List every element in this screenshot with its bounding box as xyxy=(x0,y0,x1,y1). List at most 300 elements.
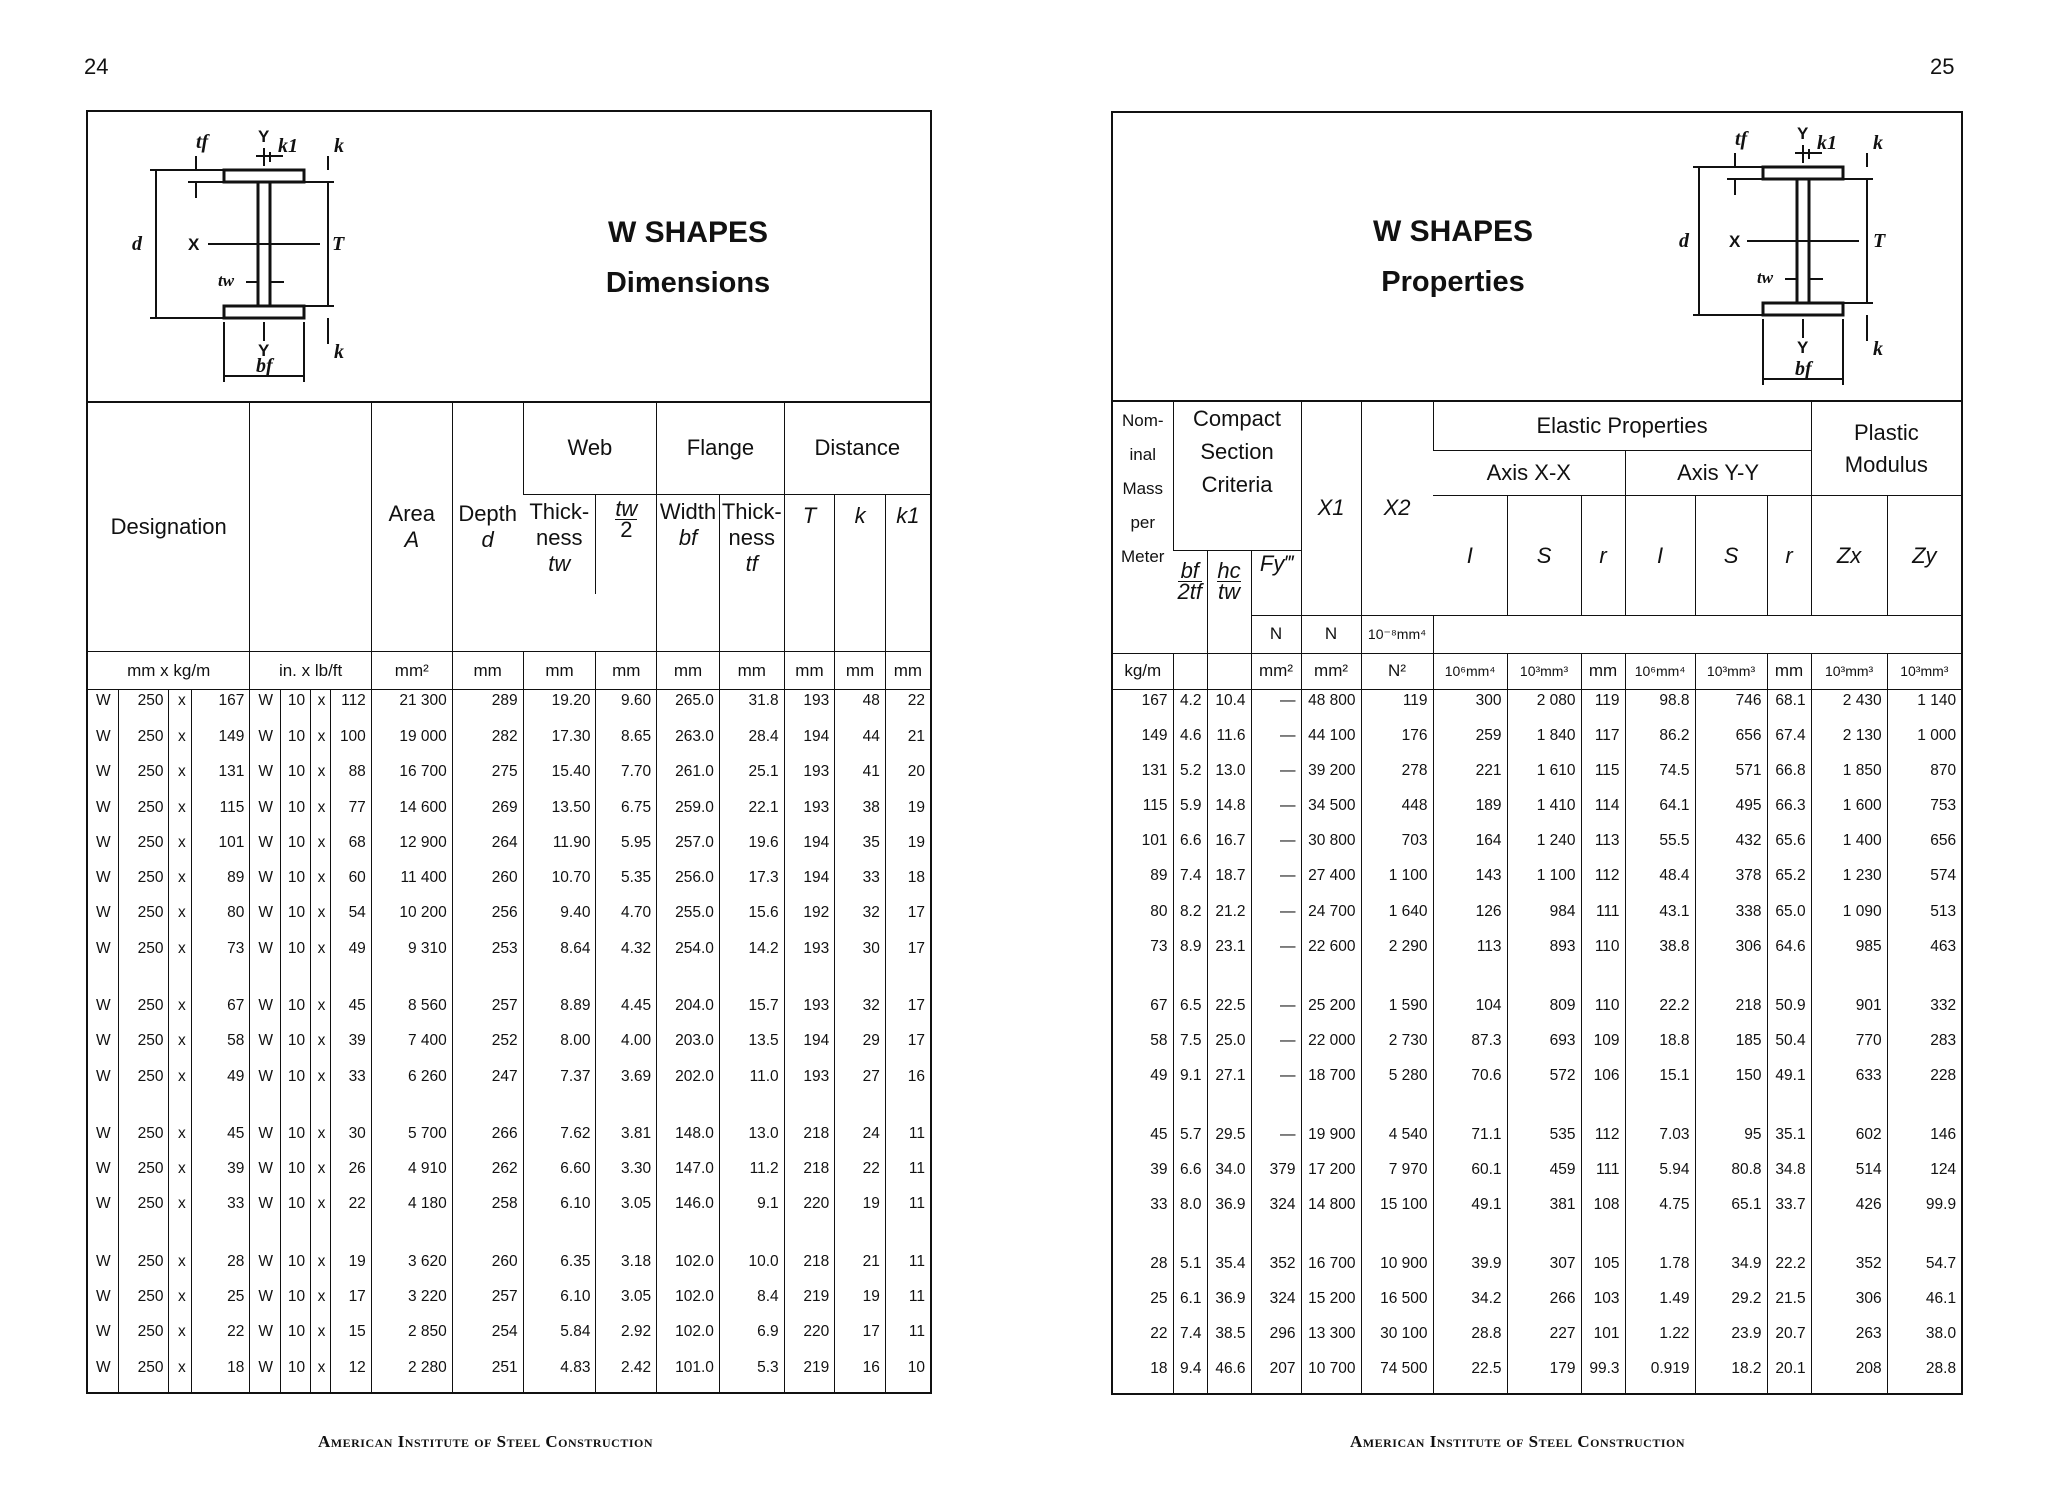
table-cell: 7 400 xyxy=(371,1030,452,1065)
table-cell: 4.75 xyxy=(1625,1194,1695,1229)
table-cell: 58 xyxy=(1150,1031,1168,1049)
table-cell: 46.1 xyxy=(1887,1288,1961,1323)
table-cell: 8.89 xyxy=(523,995,596,1030)
table-cell: 193 xyxy=(784,690,835,726)
table-cell: 10 xyxy=(280,1030,310,1065)
table-cell: 6.9 xyxy=(719,1321,784,1356)
tw-half-spacer xyxy=(596,594,657,652)
table-cell: 193 xyxy=(784,995,835,1030)
table-cell: x xyxy=(169,902,191,937)
table-cell: 208 xyxy=(1811,1358,1887,1393)
table-cell: W xyxy=(96,833,111,851)
table-cell: 18 xyxy=(885,867,930,902)
table-cell: 19 xyxy=(885,797,930,832)
table-cell: 89 xyxy=(191,867,250,902)
table-cell: 379 xyxy=(1251,1159,1301,1194)
table-cell: 1 410 xyxy=(1507,795,1581,830)
table-cell: 33 xyxy=(191,1193,250,1228)
table-cell: W xyxy=(250,1030,280,1065)
table-cell: 256.0 xyxy=(657,867,720,902)
table-cell: 68.1 xyxy=(1767,690,1811,726)
table-cell: 3 220 xyxy=(371,1286,452,1321)
table-row xyxy=(88,797,930,832)
right-units-row: kg/m mm² mm² N² 10⁶mm⁴ 10³mm³ mm 10⁶mm⁴ 10³mm³ mm 10³mm³ 10³mm³ xyxy=(1113,653,1961,689)
table-cell: 257 xyxy=(452,1286,523,1321)
table-cell: 10 xyxy=(280,902,310,937)
table-cell: 306 xyxy=(1695,936,1767,971)
axis-yy-header: Axis Y-Y xyxy=(1625,450,1811,495)
table-cell: 34.0 xyxy=(1207,1159,1251,1194)
table-cell: 193 xyxy=(784,938,835,973)
table-cell: 16.7 xyxy=(1207,830,1251,865)
table-row xyxy=(1113,795,1961,830)
Zx-header: Zx xyxy=(1811,496,1887,615)
table-cell: 44 100 xyxy=(1301,725,1361,760)
group-gap xyxy=(1113,1100,1961,1124)
table-cell: 28 xyxy=(1150,1254,1168,1272)
table-cell: 250 xyxy=(118,938,169,973)
table-cell: 167 xyxy=(191,690,250,726)
table-cell: x xyxy=(311,1357,331,1393)
table-cell: 656 xyxy=(1887,830,1961,865)
table-cell: 41 xyxy=(835,761,886,796)
dimensions-table xyxy=(88,403,930,1392)
table-cell: 296 xyxy=(1251,1323,1301,1358)
table-cell: — xyxy=(1251,830,1301,865)
table-cell: 46.6 xyxy=(1207,1358,1251,1393)
table-cell: 14 800 xyxy=(1301,1194,1361,1229)
x1-header: X1 xyxy=(1301,402,1361,615)
table-cell: W xyxy=(250,1357,280,1393)
table-cell: 117 xyxy=(1581,725,1625,760)
table-cell: W xyxy=(250,1158,280,1193)
table-cell: W xyxy=(96,1195,111,1213)
table-row xyxy=(1113,1288,1961,1323)
table-cell: 3 620 xyxy=(371,1251,452,1286)
table-cell: W xyxy=(250,1321,280,1356)
axis-xx-header: Axis X-X xyxy=(1433,450,1625,495)
table-cell: 15 200 xyxy=(1301,1288,1361,1323)
svg-text:k1: k1 xyxy=(1817,132,1837,154)
table-cell: 30 xyxy=(331,1123,371,1158)
table-cell: 5.2 xyxy=(1173,760,1207,795)
table-cell: 21.5 xyxy=(1767,1288,1811,1323)
table-cell: 10 xyxy=(280,1066,310,1101)
table-cell: 10 xyxy=(280,938,310,973)
table-cell: 73 xyxy=(191,938,250,973)
table-cell: 300 xyxy=(1433,690,1507,726)
table-cell: 275 xyxy=(452,761,523,796)
svg-text:tw: tw xyxy=(1757,268,1774,287)
table-cell: 48 800 xyxy=(1301,690,1361,726)
Sx-header: S xyxy=(1507,496,1581,615)
k-header: k xyxy=(835,494,886,652)
table-cell: 25.0 xyxy=(1207,1030,1251,1065)
table-cell: 265.0 xyxy=(657,690,720,726)
table-cell: 131 xyxy=(191,761,250,796)
table-cell: 65.6 xyxy=(1767,830,1811,865)
x2-header: X2 xyxy=(1361,402,1433,615)
table-cell: 535 xyxy=(1507,1124,1581,1159)
table-cell: 33 xyxy=(331,1066,371,1101)
table-cell: 253 xyxy=(452,938,523,973)
table-cell: — xyxy=(1251,690,1301,726)
table-cell: 112 xyxy=(1581,1124,1625,1159)
left-footer: American Institute of Steel Construction xyxy=(318,1432,654,1451)
table-cell: 220 xyxy=(784,1321,835,1356)
table-cell: 67.4 xyxy=(1767,725,1811,760)
svg-text:k1: k1 xyxy=(278,135,298,157)
table-cell: 113 xyxy=(1433,936,1507,971)
table-cell: 203.0 xyxy=(657,1030,720,1065)
table-cell: W xyxy=(96,1124,111,1142)
table-row xyxy=(88,761,930,796)
table-cell: 4.32 xyxy=(596,938,657,973)
table-cell: 102.0 xyxy=(657,1251,720,1286)
table-row xyxy=(88,995,930,1030)
table-cell: W xyxy=(250,867,280,902)
table-cell: W xyxy=(96,1358,111,1376)
table-cell: x xyxy=(169,1321,191,1356)
table-cell: 572 xyxy=(1507,1065,1581,1100)
table-cell: 10 xyxy=(885,1357,930,1393)
table-cell: 146.0 xyxy=(657,1193,720,1228)
table-cell: 218 xyxy=(784,1158,835,1193)
table-cell: 574 xyxy=(1887,865,1961,900)
table-cell: 21 xyxy=(885,726,930,761)
table-cell: 48 xyxy=(835,690,886,726)
x1-unit-top: N xyxy=(1301,615,1361,653)
table-cell: 13 300 xyxy=(1301,1323,1361,1358)
table-cell: 258 xyxy=(452,1193,523,1228)
table-cell: 86.2 xyxy=(1625,725,1695,760)
table-cell: 250 xyxy=(118,1158,169,1193)
table-cell: 250 xyxy=(118,761,169,796)
table-cell: 22.2 xyxy=(1625,995,1695,1030)
table-cell: 20 xyxy=(885,761,930,796)
table-cell: 8.4 xyxy=(719,1286,784,1321)
table-cell: 2 080 xyxy=(1507,690,1581,726)
table-cell: 985 xyxy=(1811,936,1887,971)
table-cell: x xyxy=(311,1286,331,1321)
table-cell: 378 xyxy=(1695,865,1767,900)
table-cell: 5.95 xyxy=(596,832,657,867)
table-cell: 602 xyxy=(1811,1124,1887,1159)
table-cell: — xyxy=(1251,865,1301,900)
table-cell: x xyxy=(169,1158,191,1193)
svg-text:tf: tf xyxy=(1735,128,1748,150)
table-cell: 12 900 xyxy=(371,832,452,867)
table-cell: 119 xyxy=(1581,690,1625,726)
table-cell: 64.1 xyxy=(1625,795,1695,830)
table-cell: x xyxy=(169,690,191,726)
table-cell: 194 xyxy=(784,867,835,902)
table-cell: 189 xyxy=(1433,795,1507,830)
Iy-header: I xyxy=(1625,496,1695,615)
flange-width-header: Width bf xyxy=(657,494,720,652)
table-cell: 250 xyxy=(118,902,169,937)
plastic-modulus-header: Plastic Modulus xyxy=(1811,402,1961,496)
table-cell: 29 xyxy=(835,1030,886,1065)
table-cell: x xyxy=(169,1251,191,1286)
table-cell: — xyxy=(1251,901,1301,936)
group-gap xyxy=(88,1101,930,1123)
table-cell: 11 xyxy=(885,1193,930,1228)
table-cell: 5 280 xyxy=(1361,1065,1433,1100)
right-title: W SHAPES xyxy=(1372,215,1534,248)
table-cell: x xyxy=(311,1123,331,1158)
elastic-properties-header: Elastic Properties xyxy=(1433,402,1811,450)
table-cell: 306 xyxy=(1811,1288,1887,1323)
table-cell: 262 xyxy=(452,1158,523,1193)
table-cell: — xyxy=(1251,1065,1301,1100)
table-row xyxy=(1113,690,1961,726)
table-cell: 101 xyxy=(1141,832,1168,850)
table-cell: x xyxy=(311,1158,331,1193)
table-cell: 15.7 xyxy=(719,995,784,1030)
table-cell: 147.0 xyxy=(657,1158,720,1193)
table-cell: 218 xyxy=(784,1251,835,1286)
table-cell: 255.0 xyxy=(657,902,720,937)
table-cell: 7.5 xyxy=(1173,1030,1207,1065)
table-cell: 39 xyxy=(1150,1160,1168,1178)
table-cell: 432 xyxy=(1695,830,1767,865)
table-cell: 252 xyxy=(452,1030,523,1065)
table-cell: 67 xyxy=(1150,996,1168,1014)
table-row xyxy=(1113,901,1961,936)
table-cell: 227 xyxy=(1507,1323,1581,1358)
table-cell: 54.7 xyxy=(1887,1253,1961,1288)
table-cell: 5.84 xyxy=(523,1321,596,1356)
table-cell: 50.9 xyxy=(1767,995,1811,1030)
table-cell: 261.0 xyxy=(657,761,720,796)
table-cell: 112 xyxy=(331,690,371,726)
table-cell: 9 310 xyxy=(371,938,452,973)
table-cell: 34.8 xyxy=(1767,1159,1811,1194)
table-cell: 220 xyxy=(784,1193,835,1228)
table-cell: 1 640 xyxy=(1361,901,1433,936)
table-cell: 28.4 xyxy=(719,726,784,761)
table-cell: 3.05 xyxy=(596,1193,657,1228)
table-cell: 27 400 xyxy=(1301,865,1361,900)
table-cell: 50.4 xyxy=(1767,1030,1811,1065)
table-cell: W xyxy=(96,996,111,1014)
left-title: W SHAPES xyxy=(607,216,769,249)
table-cell: W xyxy=(96,869,111,887)
table-cell: 770 xyxy=(1811,1030,1887,1065)
table-cell: 49 xyxy=(1150,1066,1168,1084)
w-shape-diagram-right xyxy=(1679,123,1959,393)
table-cell: W xyxy=(96,1067,111,1085)
table-cell: 194 xyxy=(784,1030,835,1065)
table-cell: 269 xyxy=(452,797,523,832)
table-cell: 28 xyxy=(191,1251,250,1286)
table-cell: W xyxy=(250,1123,280,1158)
table-cell: 703 xyxy=(1361,830,1433,865)
table-cell: 66.8 xyxy=(1767,760,1811,795)
table-row xyxy=(88,726,930,761)
table-cell: 55.5 xyxy=(1625,830,1695,865)
table-cell: 65.1 xyxy=(1695,1194,1767,1229)
table-row xyxy=(1113,1124,1961,1159)
ry-header: r xyxy=(1767,496,1811,615)
table-cell: 26 xyxy=(331,1158,371,1193)
table-cell: 22 600 xyxy=(1301,936,1361,971)
table-cell: 10 xyxy=(280,1357,310,1393)
svg-text:d: d xyxy=(132,233,142,255)
table-cell: 73 xyxy=(1150,937,1168,955)
table-cell: 31.8 xyxy=(719,690,784,726)
table-cell: 381 xyxy=(1507,1194,1581,1229)
table-row xyxy=(88,902,930,937)
table-cell: 164 xyxy=(1433,830,1507,865)
table-cell: 24 xyxy=(835,1123,886,1158)
table-cell: 7.62 xyxy=(523,1123,596,1158)
table-cell: W xyxy=(250,1286,280,1321)
table-cell: 10 xyxy=(280,1251,310,1286)
table-cell: 1 590 xyxy=(1361,995,1433,1030)
table-cell: x xyxy=(169,1286,191,1321)
table-cell: W xyxy=(250,797,280,832)
table-cell: 167 xyxy=(1141,692,1168,710)
table-cell: 2 430 xyxy=(1811,690,1887,726)
table-cell: 48.4 xyxy=(1625,865,1695,900)
table-cell: 307 xyxy=(1507,1253,1581,1288)
table-row xyxy=(88,1286,930,1321)
table-row xyxy=(88,690,930,726)
table-cell: 74 500 xyxy=(1361,1358,1433,1393)
table-cell: 10 xyxy=(280,690,310,726)
table-row xyxy=(1113,725,1961,760)
table-cell: — xyxy=(1251,725,1301,760)
table-cell: 893 xyxy=(1507,936,1581,971)
table-cell: x xyxy=(311,1321,331,1356)
table-cell: 65.0 xyxy=(1767,901,1811,936)
table-cell: 22 xyxy=(1150,1324,1168,1342)
table-cell: 21.2 xyxy=(1207,901,1251,936)
table-cell: 256 xyxy=(452,902,523,937)
table-cell: 104 xyxy=(1433,995,1507,1030)
table-cell: 20.1 xyxy=(1767,1358,1811,1393)
table-cell: 2.42 xyxy=(596,1357,657,1393)
properties-table xyxy=(1113,402,1961,1393)
table-cell: 22 000 xyxy=(1301,1030,1361,1065)
table-cell: x xyxy=(169,1193,191,1228)
table-cell: 9.1 xyxy=(719,1193,784,1228)
Zy-header: Zy xyxy=(1887,496,1961,615)
table-cell: 1 230 xyxy=(1811,865,1887,900)
table-cell: 4 540 xyxy=(1361,1124,1433,1159)
table-cell: 176 xyxy=(1361,725,1433,760)
table-row xyxy=(1113,760,1961,795)
table-row xyxy=(88,1066,930,1101)
table-cell: 38.0 xyxy=(1887,1323,1961,1358)
table-cell: x xyxy=(311,690,331,726)
Sy-header: S xyxy=(1695,496,1767,615)
table-cell: 282 xyxy=(452,726,523,761)
table-cell: 20.7 xyxy=(1767,1323,1811,1358)
table-cell: x xyxy=(169,938,191,973)
table-cell: 259 xyxy=(1433,725,1507,760)
table-row xyxy=(1113,1030,1961,1065)
table-cell: 10 xyxy=(280,1158,310,1193)
svg-text:X: X xyxy=(1729,232,1741,251)
table-cell: 17.3 xyxy=(719,867,784,902)
table-cell: 103 xyxy=(1581,1288,1625,1323)
table-cell: 88 xyxy=(331,761,371,796)
table-cell: 809 xyxy=(1507,995,1581,1030)
table-cell: 278 xyxy=(1361,760,1433,795)
table-cell: 5.94 xyxy=(1625,1159,1695,1194)
table-cell: 6.35 xyxy=(523,1251,596,1286)
table-cell: 10 xyxy=(280,1321,310,1356)
right-page-number: 25 xyxy=(1930,54,1955,79)
svg-text:Y: Y xyxy=(258,127,270,146)
table-cell: 18.2 xyxy=(1695,1358,1767,1393)
table-cell: W xyxy=(96,1323,111,1341)
table-cell: 2.92 xyxy=(596,1321,657,1356)
table-cell: 259.0 xyxy=(657,797,720,832)
table-cell: x xyxy=(311,1066,331,1101)
left-frame xyxy=(86,110,932,1394)
table-cell: 13.5 xyxy=(719,1030,784,1065)
depth-header: Depth d xyxy=(452,403,523,652)
table-cell: 33 xyxy=(1150,1195,1168,1213)
table-cell: — xyxy=(1251,995,1301,1030)
table-cell: 219 xyxy=(784,1357,835,1393)
table-cell: 28.8 xyxy=(1887,1358,1961,1393)
table-cell: x xyxy=(169,726,191,761)
table-cell: 49 xyxy=(331,938,371,973)
table-cell: 22.5 xyxy=(1207,995,1251,1030)
table-cell: 193 xyxy=(784,1066,835,1101)
bf-2tf-header: $\frac{bf}{2tf}$ xyxy=(1173,550,1207,615)
table-cell: 10 700 xyxy=(1301,1358,1361,1393)
table-cell: 43.1 xyxy=(1625,901,1695,936)
table-cell: 254.0 xyxy=(657,938,720,973)
table-cell: 257 xyxy=(452,995,523,1030)
table-cell: 18 700 xyxy=(1301,1065,1361,1100)
table-row xyxy=(88,938,930,973)
table-cell: 10 xyxy=(280,726,310,761)
table-cell: 105 xyxy=(1581,1253,1625,1288)
table-cell: 4 180 xyxy=(371,1193,452,1228)
table-cell: 111 xyxy=(1581,901,1625,936)
table-cell: 266 xyxy=(1507,1288,1581,1323)
table-cell: 1.49 xyxy=(1625,1288,1695,1323)
table-cell: 19 000 xyxy=(371,726,452,761)
table-cell: 459 xyxy=(1507,1159,1581,1194)
table-cell: 264 xyxy=(452,832,523,867)
table-cell: 25 xyxy=(1150,1289,1168,1307)
table-cell: 35.4 xyxy=(1207,1253,1251,1288)
table-cell: 14.8 xyxy=(1207,795,1251,830)
table-cell: x xyxy=(169,797,191,832)
k1-header: k1 xyxy=(885,494,930,652)
flange-header: Flange xyxy=(657,403,785,494)
table-cell: 35 xyxy=(835,832,886,867)
table-cell: 263.0 xyxy=(657,726,720,761)
table-cell: 324 xyxy=(1251,1288,1301,1323)
table-cell: 6.6 xyxy=(1173,1159,1207,1194)
table-cell: 3.81 xyxy=(596,1123,657,1158)
table-cell: 514 xyxy=(1811,1159,1887,1194)
table-cell: 18.8 xyxy=(1625,1030,1695,1065)
table-cell: 112 xyxy=(1581,865,1625,900)
table-row xyxy=(88,1123,930,1158)
table-cell: 22 xyxy=(885,690,930,726)
svg-text:T: T xyxy=(1873,230,1886,252)
